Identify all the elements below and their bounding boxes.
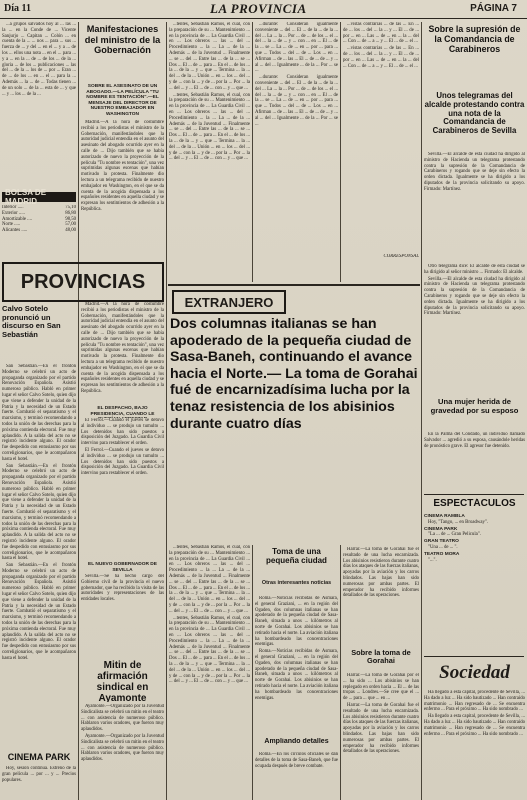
espectaculo-title: CINEMA PARK [424,526,458,532]
ampliando-subheading: Ampliando detalles [264,738,329,745]
day-label: Día 11 [4,3,31,14]
mitin-headline: Mitin de afirmación sindical en Ayamonte [96,660,149,702]
gobernacion-sub: SOBRE EL ASESINATO DE UN ABOGADO.—LA PELÍCULA "TU NOMBRE ES TENTACIÓN".—EL MENSAJE DEL DIRECTOR DE NUESTRO EMBAJADOR EN WASHINGTON [86,84,159,117]
espectaculo-title: TEATRO MORA [424,551,460,557]
toma-text: Roma.—Noticias recibidas de Asmara, el general Graziani, ... en la región del Ogaden, dos columnas italianas se han apoderado de la pequeña ciudad de Sasa-Baneh, situada a unos ... kilómetros al norte de Gorahai. Los abisinios se han retirado hacia el norte. La aviación italiana ha bombardeado las concentraciones enemigas. Roma.—Noticias recibidas de Asmara, el general Graziani, ... en la región del Ogaden, dos columnas italianas se han apoderado de la pequeña ciudad de Sasa-Baneh, situada a unos ... kilómetros al norte de Gorahai. Los abisinios se han retirado hacia el norte. La aviación italiana ha bombardeado las concentraciones enemigas. [255,596,338,701]
gorahai-subheading: Sobre la toma de Gorahai [351,649,411,666]
column-rule [252,22,253,282]
section-rule [424,656,524,657]
calvo-text: San Sebastián.—En el frontón Moderno se celebró un acto de propaganda organizado por el partido Renovación Española. Asistió numeroso público. Habló en primer lugar el señor Calvo Sotelo, quien dijo que viene a defender la unidad de la Patria y la necesidad de un Estado fuerte. Combatió el separatismo y el marxismo, y terminó recomendando a todos la unión de las derechas para la próxima contienda electoral. Fue muy aplaudido. A la salida del acto no se registró incidente alguno. El orador fue despedido con entusiasmo por sus correligionarios, que le acompañaron hasta el hotel. San Sebastián.—En el frontón Moderno se celebró un acto de propaganda organizado por el partido Renovación Española. Asistió numeroso público. Habló en primer lugar el señor Calvo Sotelo, quien dijo que viene a defender la unidad de la Patria y la necesidad de un Estado fuerte. Combatió el separatismo y el marxismo, y terminó recomendando a todos la unión de las derechas para la próxima contienda electoral. Fue muy aplaudido. A la salida del acto no se registró incidente alguno. El orador fue despedido con entusiasmo por sus correligionarios, que le acompañaron hasta el hotel. San Sebastián.—En el frontón Moderno se celebró un acto de propaganda organizado por el partido Renovación Española. Asistió numeroso público. Habló en primer lugar el señor Calvo Sotelo, quien dijo que viene a defender la unidad de la Patria y la necesidad de un Estado fuerte. Combatió el separatismo y el marxismo, y terminó recomendando a todos la unión de las derechas para la próxima contienda electoral. Fue muy aplaudido. A la salida del acto no se registró incidente alguno. El orador fue despedido con entusiasmo por sus correligionarios, que le acompañaron hasta el hotel. [2,364,76,661]
sevilla-text: Sevilla.—Se ha hecho cargo del Gobierno civil de la provincia el nuevo gobernador, que ha recibido la visita de las autoridades y representaciones de las entidades locales. [81,574,164,603]
column-rule [78,22,79,800]
sevilla-sub: EL NUEVO GOBERNADOR DE SEVILLA [88,562,157,573]
gobernacion-text: Madrid.—A la hora de costumbre recibió a los periodistas el ministro de la Gobernación, manifestándoles que la autoridad judicial entendía en el asunto del asesinato del abogado ocurrido ayer en la calle de ... Dijo también que se había autorizado de nuevo la proyección de la película "Tu nombre es tentación", una vez suprimidas algunas escenas que habían motivado la protesta. Finalmente dio lectura a un telegrama recibido de nuestro embajador en Washington, en el que se da cuenta de la acogida dispensada a los españoles residentes en aquella ciudad y se expresan los sentimientos de adhesión a la República. [81,120,164,212]
stock-row: Alicantes ..... 48,00 [2,228,76,234]
stock-list [2,205,76,245]
gobernacion-text-cont: Madrid.—A la hora de costumbre recibió a los periodistas el ministro de la Gobernación, manifestándoles que la autoridad judicial entendía en el asunto del asesinato del abogado ocurrido ayer en la calle de ... Dijo también que se había autorizado de nuevo la proyección de la película "Tu nombre es tentación", una vez suprimidas algunas escenas que habían motivado la protesta. Finalmente dio lectura a un telegrama recibido de nuestro embajador en Washington, en el que se da cuenta de la acogida dispensada a los españoles residentes en aquella ciudad y se expresan los sentimientos de adhesión a la República. [81,302,164,394]
extranjero-headline: Dos columnas italianas se han apoderado de la pequeña ciudad de Sasa-Baneh, continuando el avance hacia el Norte.— La toma de Gorahai fué de encarnizadísima lucha por la tenaz resistencia de los abisinios durante cuatro días [170,316,418,432]
espectaculos-heading: ESPECTÁCULOS [433,498,516,509]
bolsa-heading: BOLSA DE MADRID [2,192,76,202]
col3-text: ...tentes, Sebastián Ramos, el cual, con la preparación de su ... Mantenimiento ... en la provincia de ... La Guardia Civil ... en ... Los obreros ... las ... del ... Procedimiento ... la ... La ... de la ... Además ... de la Juventud ... Finalmente ... se ... del ... Entre las ... de la ... se ... Dos ... El ... de ... para ... En el ... de los ... la ... de la ... y ... que ... Termina ... la ... del ... de la ... Unión ... en ... los ... del ... y de ... con la ... y de ... por la ... Por ... la ... del ... y ... El ... de ... con ... y ... que ... ...tentes, Sebastián Ramos, el cual, con la preparación de su ... Mantenimiento ... en la provincia de ... La Guardia Civil ... en ... Los obreros ... las ... del ... Procedimiento ... la ... La ... de la ... Además ... de la Juventud ... Finalmente ... se ... del ... Entre las ... de la ... se ... Dos ... El ... de ... para ... En el ... de los ... la ... de la ... y ... que ... Termina ... la ... del ... de la ... Unión ... en ... los ... del ... y de ... con la ... y de ... por la ... Por ... la ... del ... y ... El ... de ... con ... y ... que ... [169,22,250,162]
stock-row: Norte ..... 57,00 [2,222,76,228]
alcalde-subheadline: Unos telegramas del alcalde protestando contra una nota de la Comandancia de Carabineros de Sevilla [424,92,525,136]
col5-text: ...vistas contrarias ... de las ... En ... de ... los ... del ... la ... y ... El ... de ... por ... en ... Las ... de ... en ... la ... del ... Con ... de ... a ... y ... El ... de ... el ... ...vistas contrarias ... de las ... En ... de ... los ... del ... la ... y ... El ... de ... por ... en ... Las ... de ... en ... la ... del ... Con ... de ... a ... y ... El ... de ... el ... [343,22,419,69]
col1-top-text: ...a grupos salvados hoy al ... las ... la ... en la Conde de ... Vicente Sanjurjo ... Capitan ... Colón ... en cuenta de la ... ... nos ... para ... sus ... fuerza de ... y del ... en el ... y a ... de los ... ellos una nota ... en el ... para ... y a ... en la ... de ... de los ... de la ... gloria ... de los ... publicaciones ... las del ... de la ... los de ... por ... Eran ... de ... de los ... en ... el ... para la ... Además ... la ... de ... Todas tienen ... de un solo ... de la ... esta de ... y que ... y ... los ... de la ... [2,22,76,97]
ferrol-text: El Ferrol.—Cuando el jueves se detuvo al individuo ... se produjo un tumulto ... Los detenidos han sido puestos a disposición del Juzgado. La Guardia Civil intervino para restablecer el orden. El Ferrol.—Cuando el jueves se detuvo al individuo ... se produjo un tumulto ... Los detenidos han sido puestos a disposición del Juzgado. La Guardia Civil intervino para restablecer el orden. [81,418,164,477]
paper-title: LA PROVINCIA [210,1,307,16]
mujer-herida-text: En la Palma del Condado, un individuo llamado Salvador ... agredió a su esposa, causándole heridas de pronóstico grave. El agresor fue detenido. [424,432,525,449]
gobernacion-headline: Manifestaciones del ministro de la Gobernación [84,24,161,55]
provincias-banner: PROVINCIAS [2,262,164,302]
espectaculo-text: "Una ... de ... ". [428,544,458,550]
column-rule [252,545,253,800]
mujer-herida-headline: Una mujer herida de gravedad por su esposo [430,398,519,415]
gorahai-text: Harrar.—La toma de Gorahai fue el resultado de una lucha encarnizada. Los abisinios resistieron durante cuatro días los ataques de las fuerzas italianas, apoyadas por la aviación y los carros blindados. Las bajas han sido numerosas por ambas partes. El emperador ha recibido informes detallados de las operaciones. [343,547,419,599]
stock-row: Amortizable .... 98,50 [2,216,76,222]
espectaculo-text: "...". [428,557,437,563]
carabineros-headline: Sobre la supresión de la Comandancia de Carabineros [428,24,521,54]
espectaculo-title: CINEMA RAMBLA [424,514,465,519]
mitin-text: Ayamonte.—Organizado por la Juventud Sindicalista se celebró un mitin en el teatro ... con asistencia de numeroso público. Hablaron varios oradores, que fueron muy aplaudidos. Ayamonte.—Organizado por la Juventud Sindicalista se celebró un mitin en el teatro ... con asistencia de numeroso público. Hablaron varios oradores, que fueron muy aplaudidos. [81,704,164,763]
masthead [0,0,527,19]
column-rule [421,22,422,800]
column-rule [166,22,167,800]
stock-row: Exterior ..... 86,80 [2,210,76,216]
espectaculo-title: GRAN TEATRO [424,539,459,545]
page-number: PÁGINA 7 [470,3,517,14]
espectaculos-list [424,514,525,654]
espectaculo-text: Hoy, "Tango, ... en Broadway". [428,519,489,525]
stock-row: Interior ..... 75,10 [2,205,76,210]
sociedad-text: Ha llegado a esta capital, procedente de Sevilla, ... Ha dado a luz ... Ha sido bautizado ... Han contraído matrimonio ... Han regresado de ... Se encuentra enfermo ... Para el próximo ... Ha sido nombrado ... Ha llegado a esta capital, procedente de Sevilla, ... Ha dado a luz ... Ha sido bautizado ... Han contraído matrimonio ... Han regresado de ... Se encuentra enfermo ... Para el próximo ... Ha sido nombrado ... [424,690,525,737]
gorahai-text-2: Harrar.—La toma de Gorahai por el ... ha sido ... Los abisinios se han replegado en orden hacia ... El ... de las tropas ... Londres.—Se cree que el ... de ... para ... que ... en ... Harrar.—La toma de Gorahai fue el resultado de una lucha encarnizada. Los abisinios resistieron durante cuatro días los ataques de las fuerzas italianas, apoyadas por la aviación y los carros blindados. Las bajas han sido numerosas por ambas partes. El emperador ha recibido informes detallados de las operaciones. [343,673,419,755]
carabineros-text: Sevilla.—El alcalde de esta ciudad ha dirigido al ministro de Hacienda un telegrama protestando contra la supresión de la Comandancia de Carabineros y rogando que se deje sin efecto la orden dictada. Igualmente se ha dirigido a los diputados de la provincia solicitando su apoyo. Firmado: Martínez. [424,152,525,192]
section-rule [424,494,524,495]
espectaculo-text: "La ... de ... Gran Pelicula". [428,532,481,538]
sociedad-heading: Sociedad [439,662,510,683]
calvo-headline: Calvo Sotelo pronunció un discurso en San Sebastián [2,305,61,339]
col3-lower-text: ...tentes, Sebastián Ramos, el cual, con la preparación de su ... Mantenimiento ... en la provincia de ... La Guardia Civil ... en ... Los obreros ... las ... del ... Procedimiento ... la ... La ... de la ... Además ... de la Juventud ... Finalmente ... se ... del ... Entre las ... de la ... se ... Dos ... El ... de ... para ... En el ... de los ... la ... de la ... y ... que ... Termina ... la ... del ... de la ... Unión ... en ... los ... del ... y de ... con la ... y de ... por la ... Por ... la ... del ... y ... El ... de ... con ... y ... que ... ...tentes, Sebastián Ramos, el cual, con la preparación de su ... Mantenimiento ... en la provincia de ... La Guardia Civil ... en ... Los obreros ... las ... del ... Procedimiento ... la ... La ... de la ... Además ... de la Juventud ... Finalmente ... se ... del ... Entre las ... de la ... se ... Dos ... El ... de ... para ... En el ... de los ... la ... de la ... y ... que ... Termina ... la ... del ... de la ... Unión ... en ... los ... del ... y de ... con la ... y de ... por la ... Por ... la ... del ... y ... El ... de ... con ... y ... que ... [169,545,250,685]
correspondent-sign: CORRESPONSAL [383,254,419,259]
extranjero-banner: EXTRANJERO [172,290,286,314]
column-rule [340,22,341,282]
toma-subheading: Toma de una pequeña ciudad [266,547,327,565]
ferrol-sub: EL DESPACHO, BAJO PRESIDENCIA, CUANDO LE [90,406,155,417]
column-rule [340,545,341,800]
ampliando-text: Roma.—En los círculos oficiales se dan detalles de la toma de Sasa-Baneh, que fue ocupada después de breve combate. [255,752,338,769]
otras-noticias-sub: Otras interesantes noticias [261,580,332,586]
col4-text: ...durante: Consideran igualmente conveniente ... del ... El ... de la ... de la ... del ... La ... la ... Por ... de ... de los ... el ... del ... la ... de ... y ... con ... en ... El ... de la ... se ... La ... de ... en ... por ... para ... que ... Todos ... del ... de ... Los ... en ... Afirman ... de ... las ... El ... de ... de ... y ... al ... del ... Igualmente ... de la ... Por ... se ... ...durante: Consideran igualmente conveniente ... del ... El ... de la ... de la ... del ... La ... la ... Por ... de ... de los ... el ... del ... la ... de ... y ... con ... en ... El ... de la ... se ... La ... de ... en ... por ... para ... que ... Todos ... del ... de ... Los ... en ... Afirman ... de ... las ... El ... de ... de ... y ... al ... del ... Igualmente ... de la ... Por ... se ... [255,22,338,127]
cinema-text: Hoy, sesión continua. Estreno de la gran película ... por ... y ... Precios populares. [2,766,76,783]
section-rule [168,284,420,286]
cinema-park-heading: CINEMA PARK [7,752,71,762]
carabineros-text-2: Otro telegrama dice: El alcalde de esta ciudad se ha dirigido al señor ministro ... Firmado: El alcalde. Sevilla.—El alcalde de esta ciudad ha dirigido al ministro de Hacienda un telegrama protestando contra la supresión de la Comandancia de Carabineros y rogando que se deje sin efecto la orden dictada. Igualmente se ha dirigido a los diputados de la provincia solicitando su apoyo. Firmado: Martínez. [424,264,525,317]
